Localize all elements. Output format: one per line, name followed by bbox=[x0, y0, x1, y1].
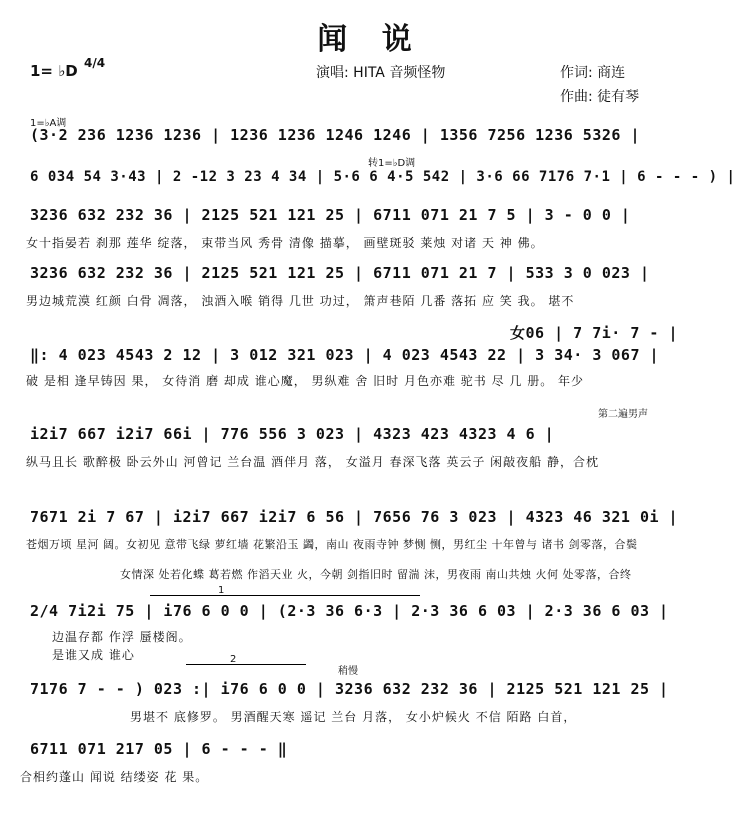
score-line-2-notes: 6 034 54 3·43 | 2 -12 3 23 4 34 | 5·6 6 4·5 542 | 3·6 66 7176 7·1 | 6 - - - ) | bbox=[30, 169, 736, 185]
lyricist-credit: 作词: 商连 bbox=[560, 65, 626, 81]
volta-one-label: 1 bbox=[218, 585, 225, 596]
time-signature: 4/4 bbox=[84, 56, 106, 70]
second-time-male-mark: 第二遍男声 bbox=[598, 409, 648, 420]
song-title: 闻 说 bbox=[317, 22, 424, 57]
score-line-8-lyrics: 苍烟万顷 星河 阔。女初见 意带飞绿 萝红墙 花繁沿玉 蠲，南山 夜雨寺钟 梦恻 恻，男红尘 十年曾与 诸书 剑零落，合鬓 bbox=[26, 538, 638, 551]
key-signature: 1= ♭D bbox=[30, 62, 78, 80]
score-line-11-notes: 6711 071 217 05 | 6 - - - ‖ bbox=[30, 740, 288, 758]
score-line-9-notes: 2/4 7i2i 75 | i76 6 0 0 | (2·3 36 6·3 | 2·3 36 6 03 | 2·3 36 6 03 | bbox=[30, 602, 669, 620]
score-line-5-notes: 女06 | 7 7i· 7 - | bbox=[510, 324, 678, 342]
score-line-8-notes: 7671 2i 7 67 | i2i7 667 i2i7 6 56 | 7656 76 3 023 | 4323 46 321 0i | bbox=[30, 508, 679, 526]
score-line-3-notes: 3236 632 232 36 | 2125 521 121 25 | 6711 071 21 7 5 | 3 - 0 0 | bbox=[30, 206, 631, 224]
score-line-11-lyrics: 合相约蓬山 闻说 结缕姿 花 果。 bbox=[20, 770, 209, 784]
modulation-mark: 转1=♭D调 bbox=[368, 158, 416, 169]
score-line-7-lyrics: 纵马且长 歌醉极 卧云外山 河曾记 兰台温 酒伴月 落， 女溢月 春深飞落 英云子 闲敲夜船 静，合枕 bbox=[26, 455, 599, 469]
volta-bracket-one bbox=[150, 595, 420, 596]
score-line-4-lyrics: 男边城荒漠 红颜 白骨 凋落， 浊酒入喉 销得 几世 功过， 箫声巷陌 几番 落拓 应 笑 我。 堪不 bbox=[26, 294, 575, 308]
score-line-6-lyrics: 破 是相 逢早铸因 果， 女待消 磨 却成 谁心魔， 男纵难 舍 旧时 月色亦难 驼书 尽 几 册。 年少 bbox=[26, 374, 585, 388]
score-line-10-lyrics: 男堪不 底修罗。 男酒醒天寒 遥记 兰台 月落， 女小炉候火 不信 陌路 白首， bbox=[130, 710, 577, 724]
composer-credit: 作曲: 徒有琴 bbox=[560, 89, 640, 105]
score-line-3-lyrics: 女十指晏若 刹那 莲华 绽落， 束带当风 秀骨 清像 描摹， 画壁斑驳 莱烛 对诸 天 神 佛。 bbox=[26, 236, 544, 250]
score-line-6-notes: ‖: 4 023 4543 2 12 | 3 012 321 023 | 4 023 4543 22 | 3 34· 3 067 | bbox=[30, 346, 660, 364]
tempo-slow-mark: 稍慢 bbox=[338, 666, 358, 677]
score-line-4-notes: 3236 632 232 36 | 2125 521 121 25 | 6711 071 21 7 | 533 3 0 023 | bbox=[30, 264, 650, 282]
score-line-1-notes: (3·2 236 1236 1236 | 1236 1236 1246 1246 | 1356 7256 1236 5326 | bbox=[30, 126, 640, 144]
score-line-8-lyrics-verse2: 女情深 处若化蝶 葛若燃 作滔天业 火，今朝 剑指旧时 留湍 沫，男夜雨 南山共烛 火何 处零落，合终 bbox=[120, 568, 632, 581]
singer-credit: 演唱: HITA 音频怪物 bbox=[316, 65, 446, 81]
score-line-9-lyrics-verse2: 是谁又成 谁心 bbox=[52, 648, 135, 662]
intro-key-mark: 1=♭A调 bbox=[30, 118, 67, 129]
score-line-7-notes: i2i7 667 i2i7 66i | 776 556 3 023 | 4323 423 4323 4 6 | bbox=[30, 425, 555, 443]
volta-two-label: 2 bbox=[230, 654, 237, 665]
score-line-9-lyrics: 边温存都 作浮 蜃楼阁。 bbox=[52, 630, 192, 644]
volta-bracket-two bbox=[186, 664, 306, 665]
score-line-10-notes: 7176 7 - - ) 023 :| i76 6 0 0 | 3236 632 232 36 | 2125 521 121 25 | bbox=[30, 680, 669, 698]
